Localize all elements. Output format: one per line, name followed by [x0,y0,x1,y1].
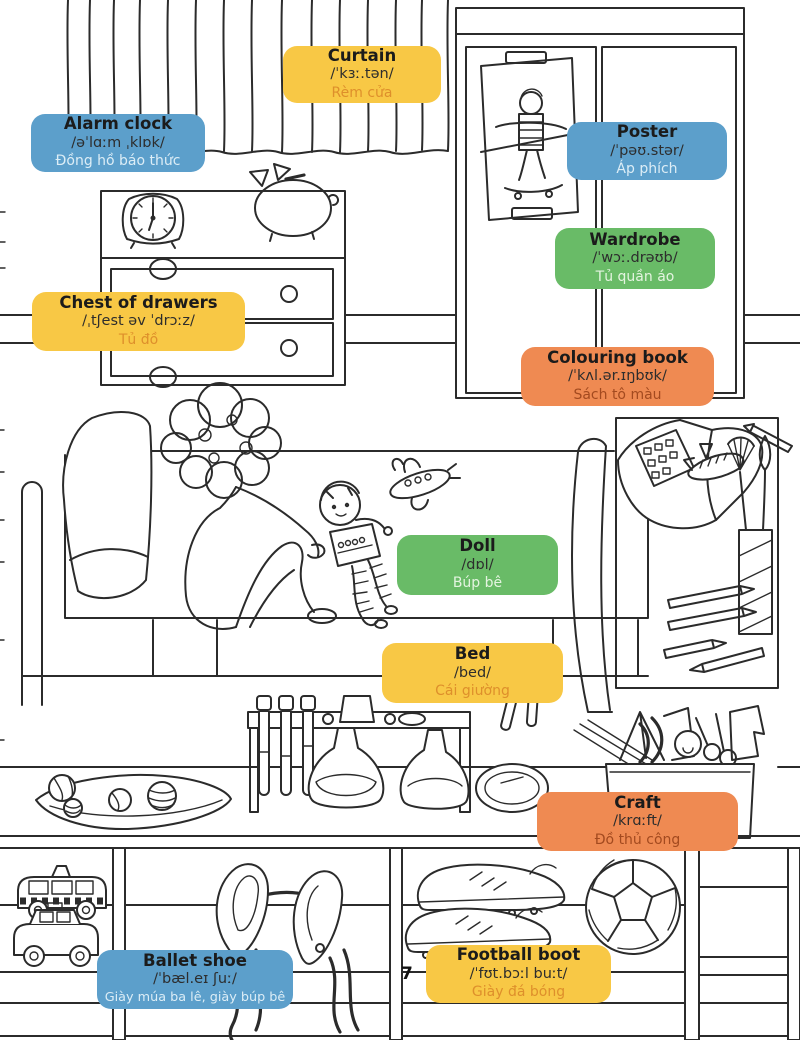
label-viet: Đồ thủ công [594,831,681,848]
label-word: Doll [459,536,496,556]
label-wardrobe [555,228,715,289]
label-word: Chest of drawers [59,292,218,312]
label-bed [382,643,563,703]
label-viet: Giày đá bóng [471,984,566,1001]
label-viet: Tủ đồ [118,331,159,348]
label-viet: Cái giường [435,683,510,700]
label-ipa: /ˌtʃest əv ˈdrɔːz/ [82,313,195,330]
label-ipa: /ˈkɜː.tən/ [330,66,394,83]
science-kit-drawing [248,696,470,812]
label-viet: Đồng hồ báo thức [55,153,181,170]
girl-drawing [161,383,336,629]
label-word: Poster [616,122,678,142]
label-viet: Tủ quần áo [595,268,675,285]
label-colouring-book [521,347,714,406]
label-chest-of-drawers [32,292,245,351]
label-word: Wardrobe [589,229,681,249]
label-ipa: /ˈkʌl.ər.ɪŋbʊk/ [568,368,667,385]
shelves-drawing [0,836,800,1040]
alarm-clock-drawing [123,194,184,248]
label-ipa: /dɒl/ [461,556,494,573]
toy-cars-drawing [14,866,106,966]
label-ipa: /krɑːft/ [613,813,662,830]
poster-drawing [481,52,578,220]
label-word: Alarm clock [63,114,173,134]
label-ipa: /əˈlɑːm ˌklɒk/ [71,134,165,151]
label-word: Craft [614,792,661,812]
toy-airplane-drawing [387,459,460,510]
label-curtain [283,46,441,103]
label-ipa: /ˈfʊt.bɔːl buːt/ [469,965,568,982]
soccer-ball-drawing [586,860,680,954]
doll-drawing [320,482,397,628]
label-alarm-clock [31,114,205,172]
label-ipa: /ˈpəʊ.stər/ [610,142,684,159]
label-ballet-shoe [97,950,293,1009]
label-ipa: /ˈwɔː.drəʊb/ [592,250,678,267]
label-viet: Rèm cửa [331,84,393,101]
label-viet: Búp bê [452,575,503,592]
page-number: 7 [401,964,413,984]
label-doll [397,535,558,595]
label-viet: Áp phích [616,161,678,178]
label-word: Bed [454,644,491,664]
label-word: Colouring book [547,347,688,367]
label-word: Football boot [456,945,581,965]
dish-of-balls-drawing [36,775,231,829]
label-word: Ballet shoe [143,950,247,970]
label-ipa: /bed/ [453,664,492,681]
chair-drawing [572,439,612,712]
label-poster [567,122,727,180]
chest-of-drawers-drawing [101,191,345,387]
piggy-bank-drawing [250,164,338,241]
label-ipa: /ˈbæl.eɪ ʃuː/ [153,971,237,988]
label-craft [537,792,738,851]
label-word: Curtain [327,45,397,65]
label-viet: Sách tô màu [573,386,662,403]
label-football-boot [426,945,611,1003]
label-viet: Giày múa ba lê, giày búp bê [104,989,286,1005]
